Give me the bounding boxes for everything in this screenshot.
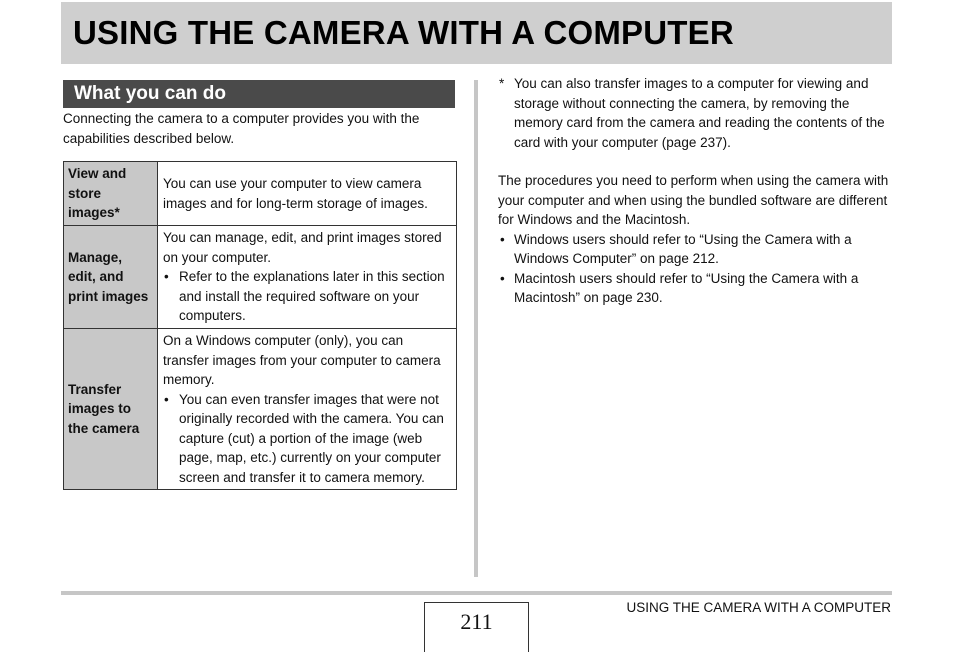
right-column <box>498 74 890 308</box>
section-heading: What you can do <box>63 80 455 108</box>
row-header: Manage, edit, and print images <box>64 226 158 329</box>
table-row <box>64 226 457 329</box>
page-title: USING THE CAMERA WITH A COMPUTER <box>73 14 734 51</box>
row-description <box>158 329 457 490</box>
list-item: • Windows users should refer to “Using the Camera with a Windows Computer” on page 212. <box>498 230 890 269</box>
column-divider <box>474 80 478 577</box>
spacer <box>498 152 890 171</box>
capabilities-table <box>63 161 457 490</box>
footnote-marker: * <box>499 76 505 91</box>
row-text: You can manage, edit, and print images stored on your computer. <box>163 230 442 265</box>
intro-paragraph: Connecting the camera to a computer provides you with the capabilities described below. <box>63 111 420 146</box>
row-text: On a Windows computer (only), you can transfer images from your computer to camera memory. <box>163 333 441 387</box>
footer-rule <box>61 591 892 595</box>
page-number: 211 <box>424 602 529 652</box>
row-bullet: • Refer to the explanations later in this section and install the required software on your computers. <box>163 267 450 326</box>
row-description <box>158 162 457 226</box>
row-header: Transfer images to the camera <box>64 329 158 490</box>
list-item: • Macintosh users should refer to “Using the Camera with a Macintosh” on page 230. <box>498 269 890 308</box>
footnote <box>498 74 890 152</box>
footnote-text: You can also transfer images to a computer for viewing and storage without connecting the camera, by removing the memory card from the camera and reading the contents of the card with your computer (page 237). <box>514 76 885 150</box>
row-bullet: • You can even transfer images that were not originally recorded with the camera. You can capture (cut) a portion of the image (web page, map, etc.) currently on your computer screen and transfer it to camera memory. <box>163 390 450 488</box>
table-row <box>64 329 457 490</box>
title-bar <box>61 2 892 64</box>
running-title: USING THE CAMERA WITH A COMPUTER <box>626 600 891 615</box>
row-text: You can use your computer to view camera images and for long-term storage of images. <box>163 176 428 211</box>
table-row <box>64 162 457 226</box>
row-header: View and store images* <box>64 162 158 226</box>
procedures-paragraph: The procedures you need to perform when using the camera with your computer and when using the bundled software are different for Windows and the Macintosh. <box>498 173 889 227</box>
row-description <box>158 226 457 329</box>
